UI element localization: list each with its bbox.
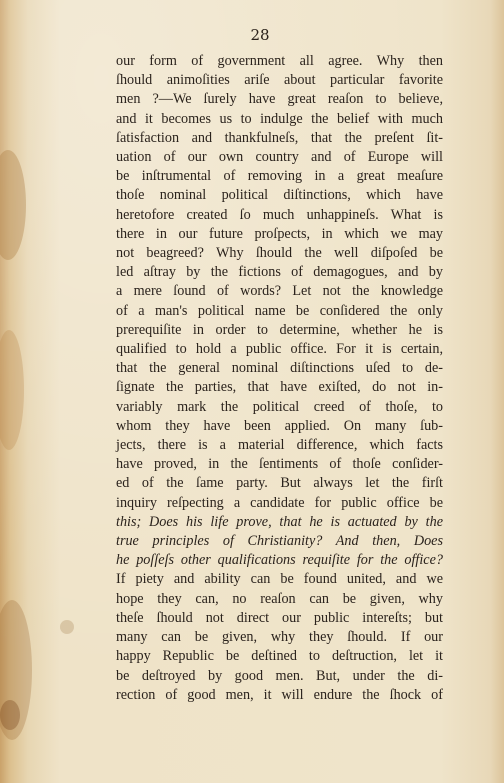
text-line: many can be given, why they ſhould. If our — [116, 629, 443, 646]
text-line: inquiry reſpecting a candidate for public office be — [116, 494, 443, 511]
text-line: thoſe nominal political diſtinctions, which have — [116, 187, 443, 204]
text-line: and it becomes us to indulge the belief with much — [116, 110, 443, 127]
text-line: theſe ſhould not direct our public intereſts; but — [116, 609, 443, 626]
page-number: 28 — [250, 26, 270, 44]
foxing-stain — [0, 700, 20, 730]
foxing-stain — [60, 620, 74, 634]
foxing-stain — [0, 330, 24, 450]
text-line: a mere ſound of words? Let not the knowledge — [116, 283, 443, 300]
text-line: our form of government all agree. Why then — [116, 53, 443, 69]
text-line: men ?—We ſurely have great reaſon to believe, — [116, 91, 443, 108]
text-line: true principles of Christianity? And then, Does — [116, 533, 443, 550]
text-line: ſatisfaction and thankfulneſs, that the preſent ſit- — [116, 129, 443, 146]
text-line: be inſtrumental of removing in a great meaſure — [116, 168, 443, 185]
text-line: not beagreed? Why ſhould the well diſpoſed be — [116, 245, 443, 262]
text-line: qualified to hold a public office. For it is certain, — [116, 341, 443, 358]
text-line: whom they have been applied. On many ſub- — [116, 417, 443, 434]
foxing-stain — [0, 150, 26, 260]
text-line: uation of our own country and of Europe will — [116, 149, 443, 166]
text-line: prerequiſite in order to determine, whether he is — [116, 321, 443, 338]
text-line: jects, there is a material difference, which facts — [116, 437, 443, 454]
text-line: that the general nominal diſtinctions uſed to de- — [116, 360, 443, 377]
text-line: there in our future proſpects, in which we may — [116, 225, 443, 242]
text-line: ſhould animoſities ariſe about particular favorite — [116, 72, 443, 89]
text-line: have proved, in the ſentiments of thoſe conſider- — [116, 456, 443, 473]
text-line: happy Republic be deſtined to deſtruction, let it — [116, 648, 443, 665]
text-line: rection of good men, it will endure the ſhock of — [116, 686, 443, 703]
foxing-stain — [0, 600, 32, 740]
text-line: If piety and ability can be found united, and we — [116, 571, 443, 588]
text-line: of a man's political name be conſidered the only — [116, 302, 443, 319]
text-line: ſignate the parties, that have exiſted, do not in- — [116, 379, 443, 396]
text-line: be deſtroyed by good men. But, under the di- — [116, 667, 443, 684]
text-line: he poſſeſs other qualifications requiſite for the office? — [116, 552, 443, 569]
body-text — [116, 52, 443, 705]
text-line: led aſtray by the fictions of demagogues, and by — [116, 264, 443, 281]
text-line: heretofore created ſo much unhappineſs. What is — [116, 206, 443, 223]
text-line: this; Does his life prove, that he is actuated by the — [116, 513, 443, 530]
text-line: ed of the ſame party. But always let the firſt — [116, 475, 443, 492]
text-line: hope they can, no reaſon can be given, why — [116, 590, 443, 607]
text-line: variably mark the political creed of thoſe, to — [116, 398, 443, 415]
